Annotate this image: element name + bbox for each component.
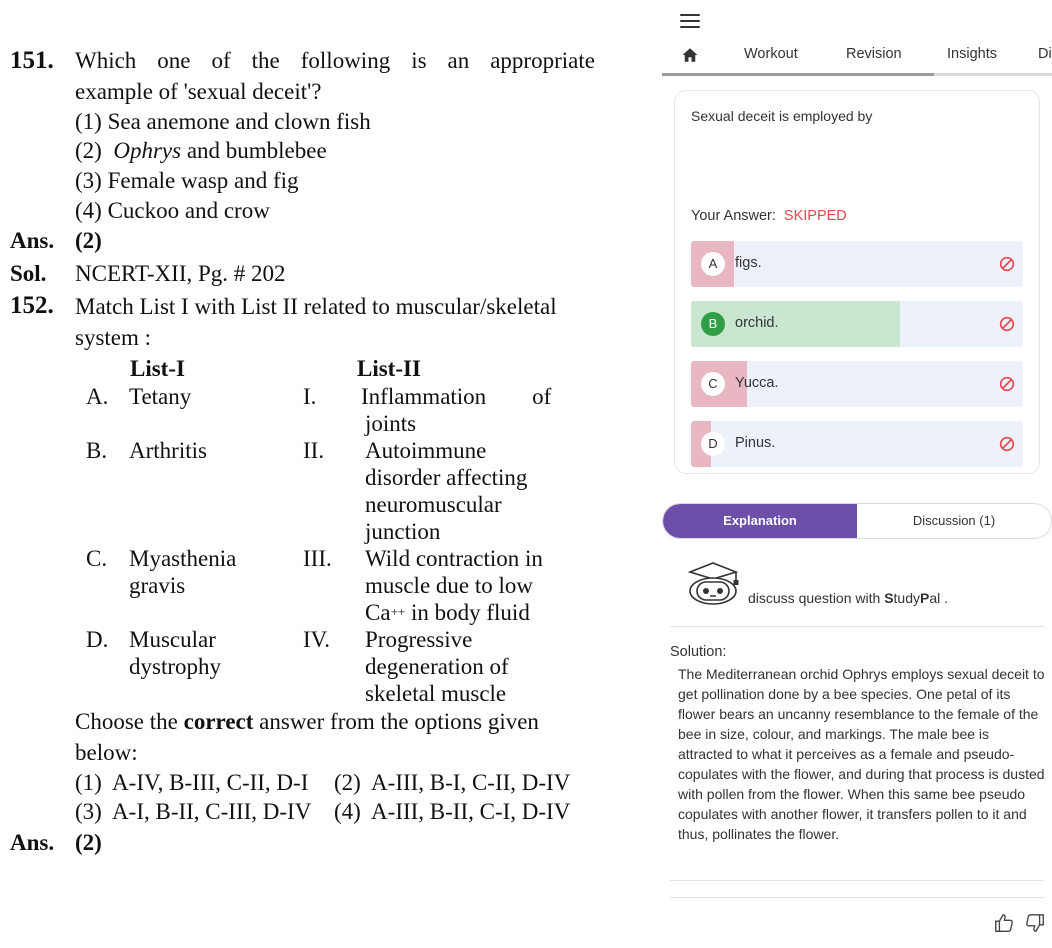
solution-label: Solution: bbox=[670, 644, 727, 660]
ban-icon bbox=[999, 376, 1015, 392]
question-word: the bbox=[251, 48, 280, 73]
instruction-text: Choose the correct answer from the options given bbox=[75, 709, 539, 734]
list-2-item: skeletal muscle bbox=[365, 681, 507, 706]
list-2-item: neuromuscular bbox=[365, 492, 502, 517]
option-3: (3) Female wasp and fig bbox=[75, 168, 299, 193]
option-b[interactable] bbox=[691, 301, 1023, 347]
option-4: (4) Cuckoo and crow bbox=[75, 198, 270, 223]
question-number: 151. bbox=[10, 47, 54, 74]
list-2-item: degeneration of bbox=[365, 654, 509, 679]
question-word: appropriate bbox=[490, 48, 595, 73]
list-1-heading: List-I bbox=[130, 356, 185, 381]
option-letter: A bbox=[701, 252, 725, 276]
question-text: Sexual deceit is employed by bbox=[691, 108, 873, 124]
list-2-item: Progressive bbox=[365, 627, 473, 652]
robot-icon bbox=[684, 560, 742, 606]
ban-icon bbox=[999, 316, 1015, 332]
list-1-item: Tetany bbox=[129, 384, 192, 409]
option-text: figs. bbox=[735, 255, 762, 271]
list-1-item: Muscular bbox=[129, 627, 216, 652]
question-word: of bbox=[211, 48, 231, 73]
list-2-item: joints bbox=[365, 411, 417, 436]
tab-workout[interactable]: Workout bbox=[744, 46, 798, 62]
your-answer-row bbox=[691, 208, 847, 224]
list-1-item: Myasthenia bbox=[129, 546, 237, 571]
row-roman: III. bbox=[303, 546, 332, 571]
option-a[interactable] bbox=[691, 241, 1023, 287]
tab-underline bbox=[662, 73, 1052, 76]
list-2-item: junction bbox=[365, 519, 441, 544]
explanation-tab-bar bbox=[662, 503, 1052, 539]
thumbs-up-icon[interactable] bbox=[993, 912, 1015, 934]
menu-icon[interactable] bbox=[680, 14, 700, 29]
question-word: is bbox=[411, 48, 427, 73]
ban-icon bbox=[999, 436, 1015, 452]
thumbs-down-icon[interactable] bbox=[1024, 912, 1046, 934]
option-2: (2) A-III, B-I, C-II, D-IV bbox=[334, 770, 571, 795]
question-text: system : bbox=[75, 325, 152, 350]
row-roman: I. bbox=[303, 384, 317, 409]
divider bbox=[670, 897, 1044, 898]
list-1-item: Arthritis bbox=[129, 438, 207, 463]
tab-explanation[interactable]: Explanation bbox=[663, 504, 857, 538]
option-1: (1) A-IV, B-III, C-II, D-I bbox=[75, 770, 309, 795]
option-letter: C bbox=[701, 372, 725, 396]
list-1-item: gravis bbox=[129, 573, 186, 598]
option-letter: D bbox=[701, 432, 725, 456]
tab-revision[interactable]: Revision bbox=[846, 46, 902, 62]
home-icon[interactable] bbox=[681, 46, 699, 64]
list-1-item: dystrophy bbox=[129, 654, 221, 679]
option-letter: B bbox=[701, 312, 725, 336]
list-2-item: Inflammation of bbox=[361, 384, 552, 409]
solution-ref: NCERT-XII, Pg. # 202 bbox=[75, 261, 286, 286]
option-d[interactable] bbox=[691, 421, 1023, 467]
option-2: (2) Ophrys and bumblebee bbox=[75, 138, 327, 163]
row-letter: B. bbox=[86, 438, 108, 463]
question-word: following bbox=[300, 48, 391, 73]
answer-label: Ans. bbox=[10, 830, 55, 855]
list-2-heading: List-II bbox=[357, 356, 421, 381]
option-text: Yucca. bbox=[735, 375, 779, 391]
row-roman: IV. bbox=[303, 627, 331, 652]
tab-discover[interactable]: Di bbox=[1038, 46, 1052, 62]
option-text: orchid. bbox=[735, 315, 779, 331]
option-text: Pinus. bbox=[735, 435, 776, 451]
question-text: example of 'sexual deceit'? bbox=[75, 79, 322, 104]
instruction-text: below: bbox=[75, 740, 138, 765]
solution-text: The Mediterranean orchid Ophrys employs sexual deceit to get pollination done by a bee species. One petal of its flower bears an uncanny resemblance to the female of the bee in size, colour, and markings. The male bee is attracted to what it perceives as a female and pseudo-copulates with the flower, and during that process is dusted with pollen from the flower. When this same bee pseudo copulates with another flower, it transfers pollen to it and thus, pollinates the flower. bbox=[678, 666, 1045, 842]
your-answer-label: Your Answer: bbox=[691, 208, 776, 224]
divider bbox=[670, 626, 1044, 627]
tab-discussion[interactable]: Discussion (1) bbox=[912, 513, 996, 528]
answer-label: Ans. bbox=[10, 228, 55, 253]
row-roman: II. bbox=[303, 438, 325, 463]
list-2-item: Ca++ in body fluid bbox=[365, 600, 530, 625]
tab-insights[interactable]: Insights bbox=[947, 46, 997, 62]
practice-app-panel bbox=[662, 0, 1052, 948]
discuss-with-studypal-link[interactable]: discuss question with StudyPal . bbox=[748, 590, 949, 606]
row-letter: C. bbox=[86, 546, 108, 571]
answer-value: (2) bbox=[75, 830, 102, 855]
answer-value: (2) bbox=[75, 228, 102, 253]
question-text bbox=[75, 48, 595, 74]
divider bbox=[670, 880, 1044, 881]
question-card bbox=[674, 90, 1040, 474]
question-word: one bbox=[157, 48, 191, 73]
option-1: (1) Sea anemone and clown fish bbox=[75, 109, 371, 134]
question-number: 152. bbox=[10, 292, 54, 319]
question-word: Which bbox=[75, 48, 137, 73]
answer-status-skipped: SKIPPED bbox=[783, 208, 847, 224]
solution-label: Sol. bbox=[10, 261, 47, 286]
row-letter: A. bbox=[86, 384, 109, 409]
option-3: (3) A-I, B-II, C-III, D-IV bbox=[75, 799, 312, 824]
option-4: (4) A-III, B-II, C-I, D-IV bbox=[334, 799, 571, 824]
option-c[interactable] bbox=[691, 361, 1023, 407]
ban-icon bbox=[999, 256, 1015, 272]
list-2-item: Autoimmune bbox=[365, 438, 487, 463]
question-text: Match List I with List II related to muscular/skeletal bbox=[75, 294, 557, 319]
question-word: an bbox=[447, 48, 470, 73]
row-letter: D. bbox=[86, 627, 109, 652]
list-2-item: Wild contraction in bbox=[365, 546, 543, 571]
list-2-item: disorder affecting bbox=[365, 465, 528, 490]
list-2-item: muscle due to low bbox=[365, 573, 533, 598]
